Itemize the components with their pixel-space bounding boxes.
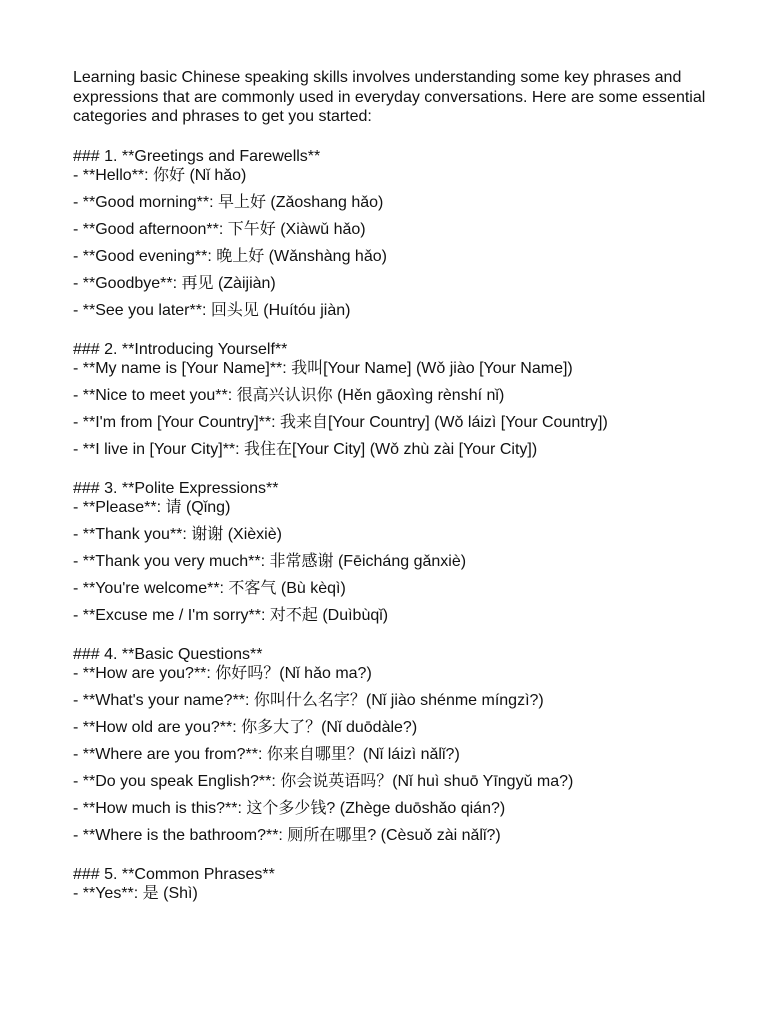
section-questions bbox=[73, 645, 753, 845]
document-page bbox=[73, 68, 753, 903]
phrase-item: - **Good morning**: 早上好 (Zǎoshang hǎo) bbox=[73, 193, 384, 211]
phrase-item: - **My name is [Your Name]**: 我叫[Your Name] (Wǒ jiào [Your Name]) bbox=[73, 359, 573, 377]
section-introducing bbox=[73, 340, 753, 459]
intro-paragraph: Learning basic Chinese speaking skills involves understanding some key phrases and expressions that are commonly used in everyday conversations. Here are some essential categories and phrases to get you started: bbox=[73, 69, 706, 125]
phrase-item: - **You're welcome**: 不客气 (Bù kèqì) bbox=[73, 579, 346, 597]
phrase-item: - **Good evening**: 晚上好 (Wǎnshàng hǎo) bbox=[73, 247, 387, 265]
phrase-item: - **I'm from [Your Country]**: 我来自[Your Country] (Wǒ láizì [Your Country]) bbox=[73, 413, 608, 431]
section-heading: ### 5. **Common Phrases** bbox=[73, 865, 275, 883]
phrase-item: - **Thank you**: 谢谢 (Xièxiè) bbox=[73, 525, 282, 543]
section-polite bbox=[73, 479, 753, 625]
section-heading: ### 2. **Introducing Yourself** bbox=[73, 340, 288, 358]
phrase-item: - **Hello**: 你好 (Nǐ hǎo) bbox=[73, 166, 247, 184]
phrase-item: - **Thank you very much**: 非常感谢 (Fēicháng gǎnxiè) bbox=[73, 552, 467, 570]
phrase-item: - **See you later**: 回头见 (Huítóu jiàn) bbox=[73, 301, 351, 319]
phrase-item: - **Excuse me / I'm sorry**: 对不起 (Duìbùqǐ) bbox=[73, 606, 389, 624]
phrase-item: - **Do you speak English?**: 你会说英语吗？(Nǐ huì shuō Yīngyǔ ma?) bbox=[73, 772, 574, 790]
phrase-item: - **Yes**: 是 (Shì) bbox=[73, 884, 198, 902]
phrase-item: - **Where is the bathroom?**: 厕所在哪里? (Cèsuǒ zài nǎlǐ?) bbox=[73, 826, 501, 844]
phrase-item: - **I live in [Your City]**: 我住在[Your City] (Wǒ zhù zài [Your City]) bbox=[73, 440, 538, 458]
phrase-item: - **How much is this?**: 这个多少钱? (Zhège duōshǎo qián?) bbox=[73, 799, 506, 817]
phrase-item: - **Goodbye**: 再见 (Zàijiàn) bbox=[73, 274, 276, 292]
phrase-item: - **Good afternoon**: 下午好 (Xiàwǔ hǎo) bbox=[73, 220, 366, 238]
phrase-list bbox=[73, 664, 753, 845]
phrase-item: - **How are you?**: 你好吗？(Nǐ hǎo ma?) bbox=[73, 664, 372, 682]
phrase-item: - **Where are you from?**: 你来自哪里？(Nǐ láizì nǎlǐ?) bbox=[73, 745, 460, 763]
phrase-list bbox=[73, 359, 753, 459]
section-common bbox=[73, 865, 753, 903]
phrase-list bbox=[73, 884, 753, 903]
section-heading: ### 4. **Basic Questions** bbox=[73, 645, 263, 663]
phrase-item: - **What's your name?**: 你叫什么名字？(Nǐ jiào shénme míngzì?) bbox=[73, 691, 544, 709]
section-heading: ### 3. **Polite Expressions** bbox=[73, 479, 279, 497]
phrase-item: - **Nice to meet you**: 很高兴认识你 (Hěn gāoxìng rènshí nǐ) bbox=[73, 386, 505, 404]
phrase-item: - **Please**: 请 (Qǐng) bbox=[73, 498, 231, 516]
phrase-list bbox=[73, 498, 753, 625]
phrase-item: - **How old are you?**: 你多大了？(Nǐ duōdàle?) bbox=[73, 718, 418, 736]
section-greetings bbox=[73, 147, 753, 320]
section-heading: ### 1. **Greetings and Farewells** bbox=[73, 147, 321, 165]
phrase-list bbox=[73, 166, 753, 320]
